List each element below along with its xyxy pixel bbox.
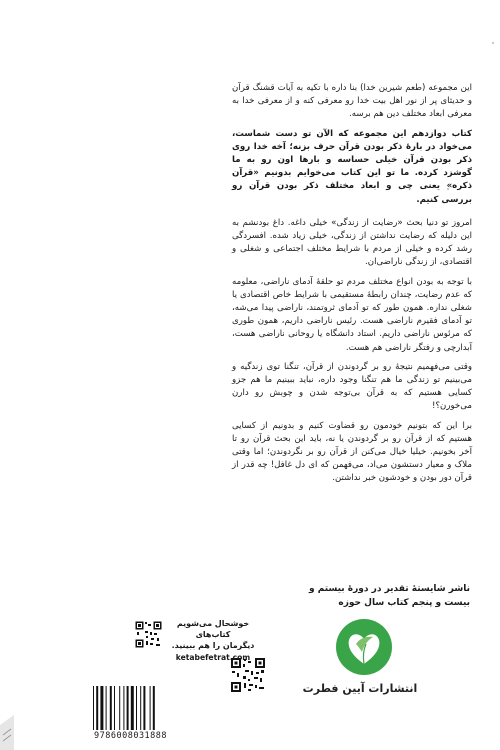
intro-paragraph: این مجموعه (طعم شیرین خدا) بنا داره با تکیه به آیات قشنگ قرآن و حدیثای پر از نور اهل بیت خدا رو معرفی کنه و از معرفی خدا به معرفی ابعاد مختلف دین هم برسه. <box>232 83 472 120</box>
blurb-text <box>232 82 472 492</box>
body-paragraph: با توجه به بودن انواع مختلف مردم تو حلقهٔ آدمای ناراضی، معلومه که عدم رضایت، چندان رابطهٔ مستقیمی با شرایط خاص اقتصادی یا شغلی نداره. همون طور که تو آدمای ثروتمند، ناراضی پیدا می‌شه، تو آدمای فقیرم ناراضی هست. رئیس ناراضی داریم، همون طوری که مرئوس ناراضی داریم. استاد دانشگاه یا روحانی ناراضی هست، آبدارچی و رفتگر ناراضی هم هست. <box>232 276 472 353</box>
award-line: بیست و پنجم کتاب سال حوزه <box>338 598 470 608</box>
isbn-number: 9786008031888 <box>94 731 168 741</box>
isbn-barcode <box>92 686 158 730</box>
publisher-name: انتشارات آیین فطرت <box>302 682 418 695</box>
website-promo <box>164 618 262 663</box>
body-paragraph: امروز تو دنیا بحث «رضایت از زندگی» خیلی داغه. داغ بودنشم به این دلیله که رضایت نداشتن از زندگی، خیلی زیاد شده. افسردگی رشد کرده و خیلی از مردم با شرایط مختلف اجتماعی و شغلی و اقتصادی، از زندگی ناراضی‌ان. <box>232 217 472 268</box>
paper-speck <box>492 42 494 44</box>
award-line: ناشر شایستهٔ تقدیر در دورهٔ بیستم و <box>309 584 470 594</box>
website-url: ketabefetrat.com <box>175 653 251 662</box>
volume-note-paragraph: کتاب دوازدهم این مجموعه که الآن تو دست شماست، می‌خواد در بارهٔ ذکر بودن قرآن حرف بزنه؛ آخه خدا روی ذکر بودن قرآن خیلی حساسه و بارها اون رو به ما گوشزد کرده. ما تو این کتاب می‌خوایم بدونیم «قرآن ذکره» یعنی چی و ابعاد مختلف ذکر بودن قرآن رو بررسی کنیم. <box>232 128 472 205</box>
body-paragraph: وقتی می‌فهمیم نتیجهٔ رو بر گردوندن از قرآن، تنگنا توی زندگیه و می‌بینیم تو زندگی ما هم تنگنا وجود داره، نباید ببینیم ما هم جزو کسایی هستیم که به قرآن بی‌توجه شدن و چوبش رو دارن می‌خورن؟! <box>232 361 472 412</box>
promo-line: دیگرمان را هم ببینید. <box>171 641 255 650</box>
corner-mark <box>0 715 14 750</box>
award-note <box>280 582 470 610</box>
publisher-logo-icon <box>335 618 393 676</box>
qr-code-icon <box>135 621 162 648</box>
body-paragraph: برا این که بتونیم خودمون رو قضاوت کنیم و بدونیم از کسایی هستیم که از قرآن رو بر گردوندن یا نه، باید این بحث قرآن رو تا آخر بخونیم. خیلیا خیال می‌کنن از قرآن رو بر نگردوندن؛ اما وقتی ملاک و معیار دستشون می‌اد، می‌فهمن که ای دل غافل! چه قدر از قرآن دور بودن و خودشون خبر نداشتن. <box>232 420 472 484</box>
promo-line: خوشحال می‌شویم کتاب‌های <box>176 619 250 639</box>
